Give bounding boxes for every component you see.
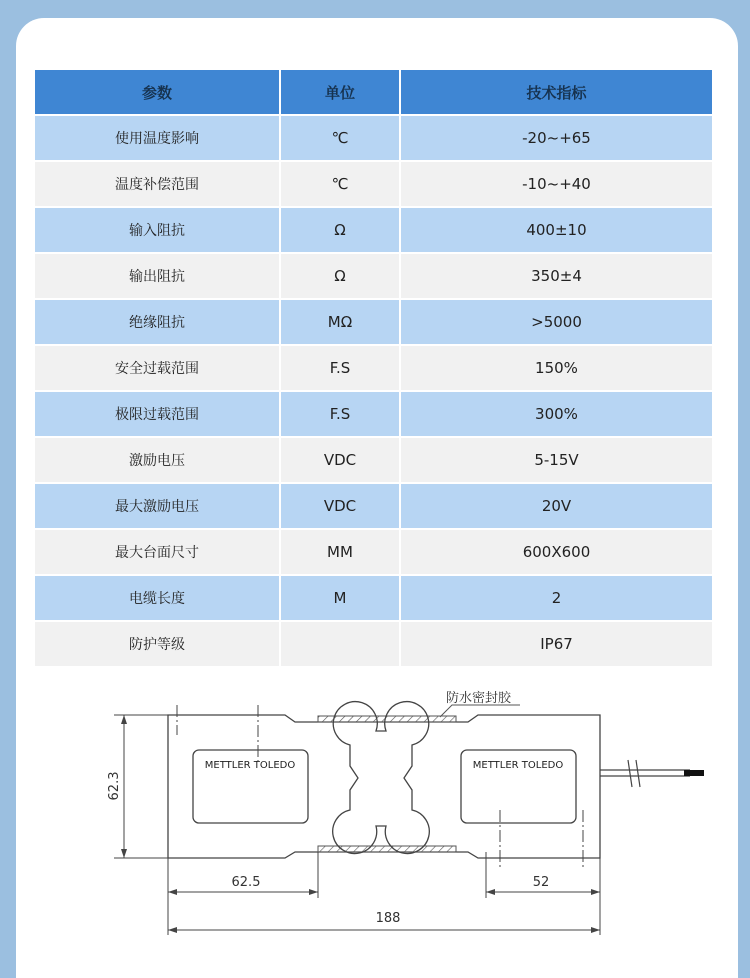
cell-unit: ℃ [280,161,400,207]
cell-unit: VDC [280,437,400,483]
table-row [35,115,712,161]
table-row [35,345,712,391]
cell-unit: MM [280,529,400,575]
cell-value: IP67 [400,621,712,666]
header-unit: 单位 [280,70,400,115]
table-row [35,207,712,253]
cell-value: 150% [400,345,712,391]
dim-right: 52 [532,875,550,890]
table-header-row [35,70,712,115]
seal-strip-top [318,716,456,722]
cell-param: 温度补偿范围 [35,161,280,207]
table-row [35,253,712,299]
table-row [35,391,712,437]
table-row [35,161,712,207]
cell-value: 400±10 [400,207,712,253]
cell-param: 激励电压 [35,437,280,483]
load-cell-drawing [0,680,750,960]
table-row [35,621,712,666]
cell-value: 5-15V [400,437,712,483]
dim-left: 62.5 [231,875,261,890]
cell-unit [280,621,400,666]
brand-label-left: METTLER TOLEDO [204,760,296,771]
load-cell-body [168,715,600,858]
table-row [35,575,712,621]
header-value: 技术指标 [400,70,712,115]
cell-param: 使用温度影响 [35,115,280,161]
cell-value: 350±4 [400,253,712,299]
cell-param: 安全过载范围 [35,345,280,391]
table-row [35,529,712,575]
spec-table [35,70,712,666]
dim-height: 62.3 [107,771,122,801]
cell-param: 绝缘阻抗 [35,299,280,345]
cell-unit: F.S [280,345,400,391]
cell-unit: F.S [280,391,400,437]
dim-total: 188 [375,911,401,926]
table-row [35,437,712,483]
cell-unit: Ω [280,207,400,253]
cell-value: -20~+65 [400,115,712,161]
cell-param: 输出阻抗 [35,253,280,299]
flexure-cutout [333,702,430,854]
cell-value: >5000 [400,299,712,345]
cell-value: 20V [400,483,712,529]
cell-unit: VDC [280,483,400,529]
cell-value: -10~+40 [400,161,712,207]
seal-label: 防水密封胶 [446,691,512,706]
cell-param: 电缆长度 [35,575,280,621]
cell-value: 600X600 [400,529,712,575]
cable-end [684,770,704,776]
cell-param: 防护等级 [35,621,280,666]
cell-param: 输入阻抗 [35,207,280,253]
cell-param: 最大台面尺寸 [35,529,280,575]
header-param: 参数 [35,70,280,115]
cell-value: 2 [400,575,712,621]
cell-unit: MΩ [280,299,400,345]
cell-param: 最大激励电压 [35,483,280,529]
brand-label-right: METTLER TOLEDO [472,760,564,771]
cell-unit: Ω [280,253,400,299]
cell-unit: M [280,575,400,621]
cell-value: 300% [400,391,712,437]
cell-param: 极限过载范围 [35,391,280,437]
cell-unit: ℃ [280,115,400,161]
table-row [35,483,712,529]
table-row [35,299,712,345]
